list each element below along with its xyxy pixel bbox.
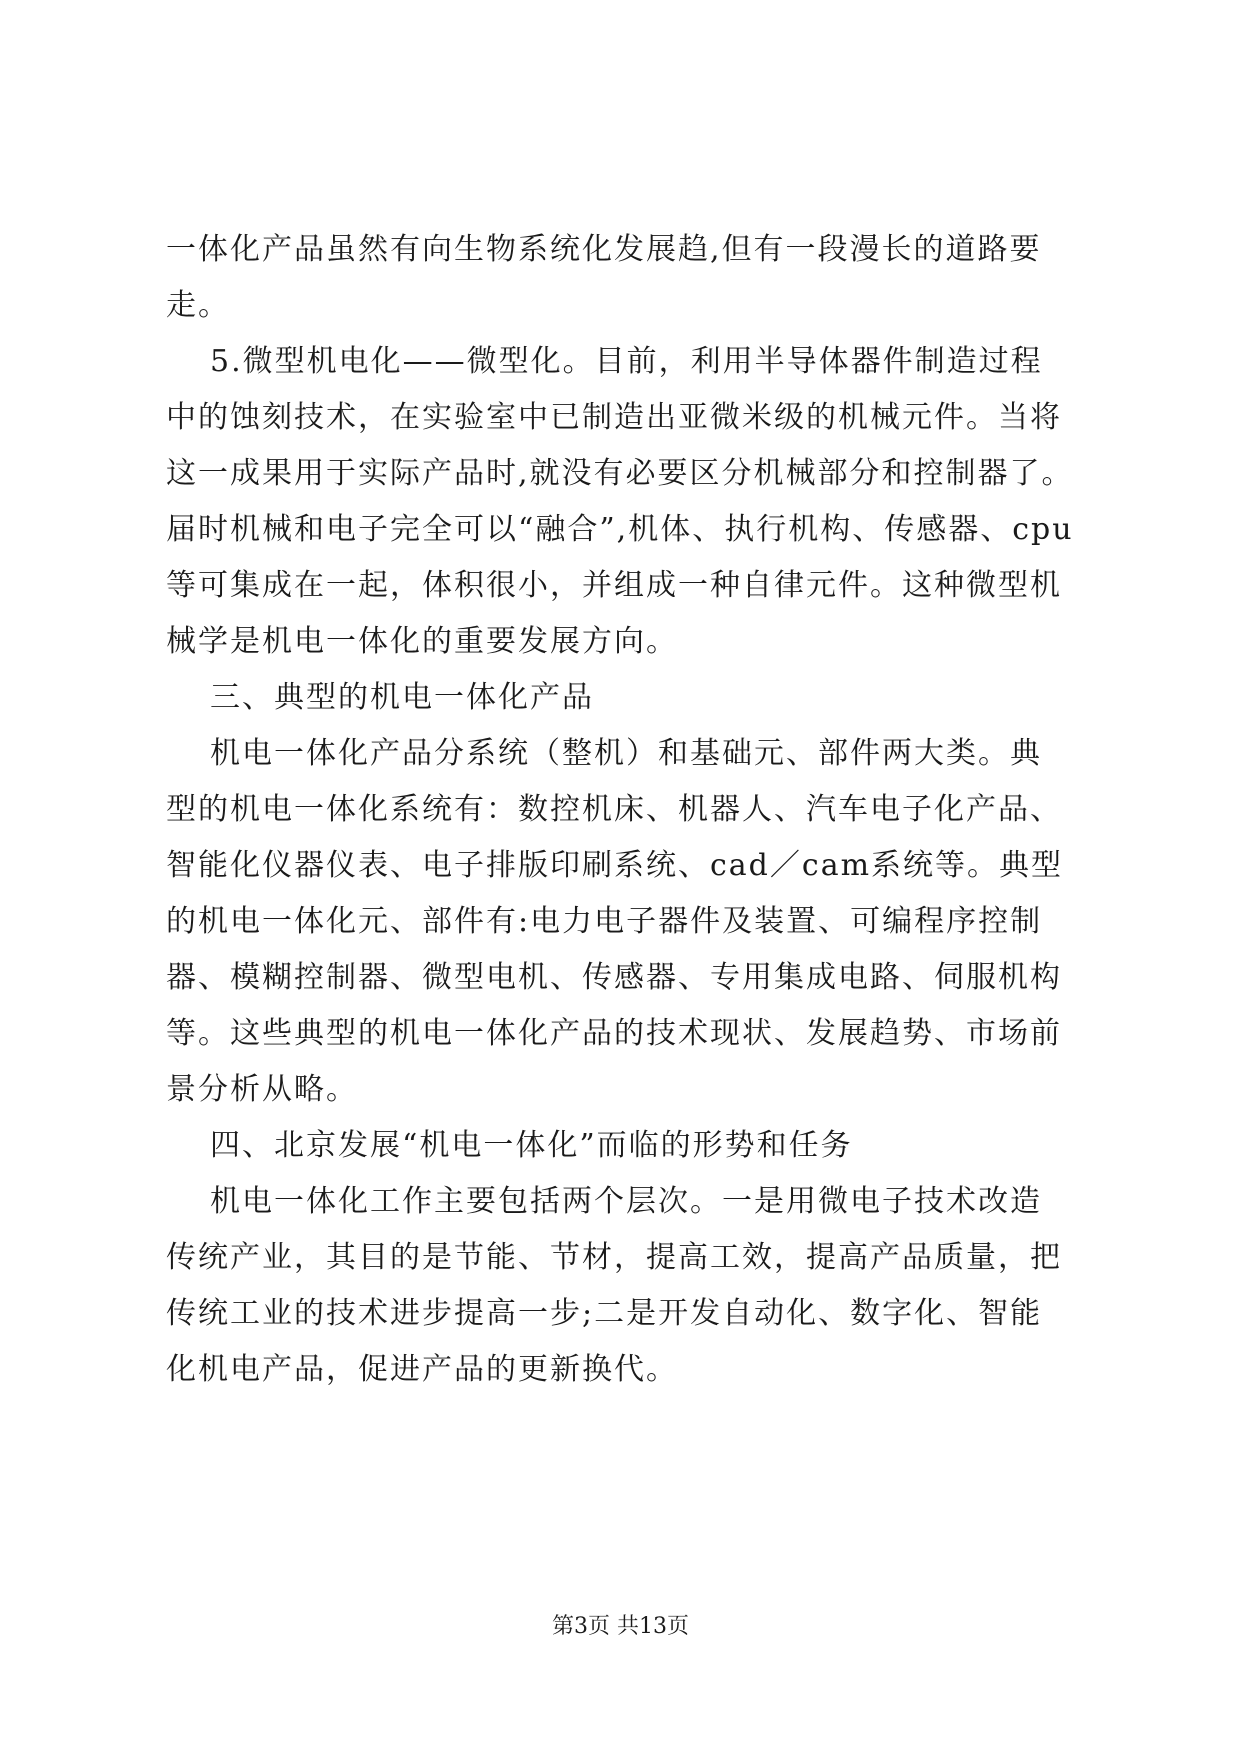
- text-line: 机电一体化工作主要包括两个层次。一是用微电子技术改造: [210, 1184, 1042, 1219]
- text-line: 中的蚀刻技术，在实验室中已制造出亚微米级的机械元件。当将: [166, 400, 1062, 435]
- text-line: 械学是机电一体化的重要发展方向。: [166, 624, 678, 659]
- text-line: 器、模糊控制器、微型电机、传感器、专用集成电路、伺服机构: [166, 960, 1062, 995]
- text-line: 机电一体化产品分系统（整机）和基础元、部件两大类。典: [210, 736, 1042, 771]
- section-heading: 四、北京发展“机电一体化”而临的形势和任务: [210, 1128, 853, 1163]
- text-line: 传统工业的技术进步提高一步;二是开发自动化、数字化、智能: [166, 1296, 1043, 1331]
- text-line: 化机电产品，促进产品的更新换代。: [166, 1352, 678, 1387]
- text-line: 型的机电一体化系统有：数控机床、机器人、汽车电子化产品、: [166, 792, 1062, 827]
- page-number: 第3页 共13页: [552, 1614, 689, 1639]
- text-line: 走。: [166, 288, 230, 323]
- text-line: 智能化仪器仪表、电子排版印刷系统、cad／cam系统等。典型: [166, 848, 1064, 883]
- text-line: 等。这些典型的机电一体化产品的技术现状、发展趋势、市场前: [166, 1016, 1062, 1051]
- text-line: 景分析从略。: [166, 1072, 358, 1107]
- text-line: 一体化产品虽然有向生物系统化发展趋,但有一段漫长的道路要: [166, 232, 1042, 267]
- section-heading: 三、典型的机电一体化产品: [210, 680, 594, 715]
- text-line: 传统产业，其目的是节能、节材，提高工效，提高产品质量，把: [166, 1240, 1062, 1275]
- text-line: 5.微型机电化——微型化。目前，利用半导体器件制造过程: [210, 344, 1043, 379]
- text-line: 等可集成在一起，体积很小，并组成一种自律元件。这种微型机: [166, 568, 1062, 603]
- text-line: 的机电一体化元、部件有:电力电子器件及装置、可编程序控制: [166, 904, 1043, 939]
- text-line: 届时机械和电子完全可以“融合”,机体、执行机构、传感器、cpu: [166, 512, 1074, 547]
- text-line: 这一成果用于实际产品时,就没有必要区分机械部分和控制器了。: [166, 456, 1074, 491]
